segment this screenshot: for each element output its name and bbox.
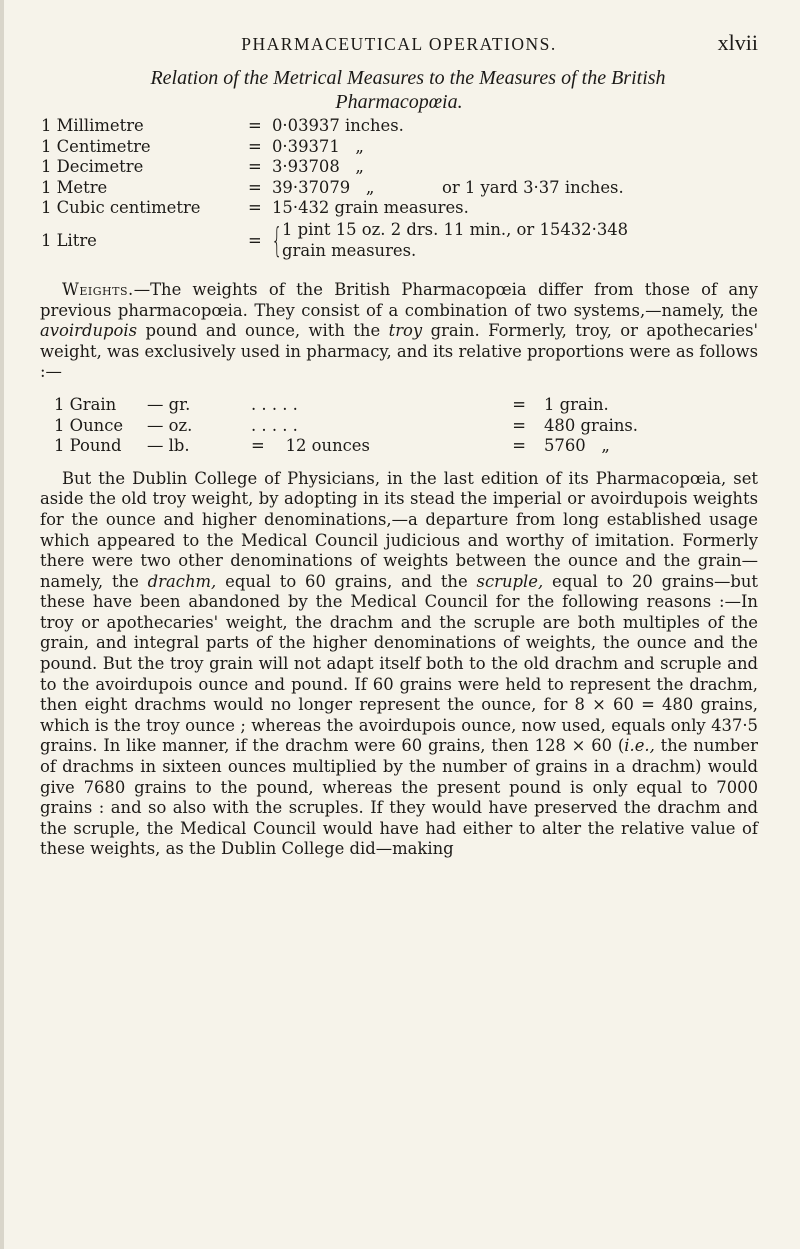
troy-middle: = 12 ounces	[251, 436, 370, 456]
troy-unit: 1 Pound	[54, 436, 122, 456]
metrical-unit: 1 Decimetre	[41, 157, 144, 177]
metrical-value: 39·37079 „	[272, 177, 375, 197]
table-caption	[40, 66, 758, 114]
weights-heading: Weights.	[62, 279, 134, 299]
equals-sign: =	[512, 436, 526, 456]
book-page	[40, 14, 758, 860]
troy-abbrev: — lb.	[147, 436, 190, 456]
equals-sign: =	[512, 394, 526, 414]
troy-middle: . . . . .	[251, 415, 298, 435]
metrical-extra	[469, 198, 758, 219]
troy-unit: 1 Ounce	[54, 415, 124, 435]
text-run: the number of drachms in sixteen ounces multiplied by the number of grains in a drachm) would give 7680 grains to the pound, whereas the present pound is only equal to 7000 grains : and so also with the scruples. If they would have preserved the drachm and the scruple, the Medical Council would have had either to alter the relative value of these weights, as the Dublin College did—making	[40, 736, 758, 859]
equals-sign: =	[248, 198, 262, 218]
metrical-row	[40, 198, 758, 219]
text-run-italic: drachm,	[147, 571, 217, 591]
troy-row	[40, 416, 758, 437]
troy-abbrev: — oz.	[147, 415, 193, 435]
metrical-row	[40, 178, 758, 199]
metrical-unit: 1 Millimetre	[41, 116, 144, 135]
metrical-value: 0·39371 „	[272, 136, 364, 156]
metrical-extra	[442, 116, 758, 137]
metrical-unit: 1 Metre	[41, 177, 108, 197]
text-run-italic: i.e.,	[624, 736, 655, 756]
metrical-extra	[442, 157, 758, 178]
text-run: grain. Formerly, troy, or apothecaries' weight, was exclusively used in pharmacy, and its relative proportions were as follows :—	[40, 321, 759, 382]
weights-paragraph	[40, 280, 758, 383]
litre-value-line-1: 1 pint 15 oz. 2 drs. 11 min., or 15432·348	[282, 220, 629, 240]
metrical-value: 15·432 grain measures.	[272, 198, 469, 218]
metrical-row	[40, 116, 758, 137]
dublin-paragraph	[40, 469, 758, 860]
metrical-value: 0·03937 inches.	[272, 116, 404, 135]
metrical-extra: or 1 yard 3·37 inches.	[442, 177, 624, 197]
troy-abbrev: — gr.	[147, 394, 191, 414]
text-run: equal to 60 grains, and the	[216, 571, 477, 591]
equals-sign: =	[248, 230, 262, 250]
text-run-italic: troy	[388, 321, 423, 341]
equals-sign: =	[512, 415, 526, 435]
brace-glyph: {	[271, 220, 283, 261]
text-run-italic: avoirdupois	[40, 321, 138, 341]
caption-line-2: Pharmacopœia.	[335, 91, 463, 113]
troy-unit: 1 Grain	[54, 394, 117, 414]
troy-value: 1 grain.	[544, 394, 609, 414]
metrical-unit: 1 Litre	[41, 230, 97, 250]
troy-weight-table	[40, 395, 758, 457]
metrical-row-litre	[40, 219, 758, 263]
running-head-title: PHARMACEUTICAL OPERATIONS.	[241, 34, 557, 54]
troy-row	[40, 436, 758, 457]
text-run-italic: scruple,	[476, 571, 544, 591]
caption-line-1: Relation of the Metrical Measures to the Measures of the British	[150, 67, 666, 89]
troy-middle: . . . . .	[251, 394, 298, 414]
metrical-value: 3·93708 „	[272, 157, 364, 177]
equals-sign: =	[248, 116, 262, 135]
troy-value: 5760 „	[544, 436, 610, 456]
troy-value: 480 grains.	[544, 415, 639, 435]
troy-row	[40, 395, 758, 416]
page-edge	[0, 0, 4, 1249]
litre-value	[282, 220, 628, 261]
metrical-table	[40, 116, 758, 263]
page-number: xlvii	[717, 30, 758, 55]
equals-sign: =	[248, 177, 262, 197]
metrical-unit: 1 Cubic centimetre	[41, 198, 201, 218]
text-run: equal to 20 grains—but these have been abandoned by the Medical Council for the following reasons :—In troy or apothecaries' weight, the drachm and the scruple are both multiples of the grain, and integral parts of the higher denominations of weights, the ounce and the pound. But the troy grain will not adapt itself both to the old drachm and scruple and to the avoirdupois ounce and pound. If 60 grains were held to represent the drachm, then eight drachms would no longer represent the ounce, for 8 × 60 = 480 grains, which is the troy ounce ; whereas the avoirdupois ounce, now used, equals only 437·5 grains. In like manner, if the drachm were 60 grains, then 128 × 60 (	[40, 571, 759, 756]
text-run: pound and ounce, with the	[137, 321, 389, 341]
equals-sign: =	[248, 157, 262, 177]
running-head	[40, 14, 758, 55]
equals-sign: =	[248, 136, 262, 156]
metrical-row	[40, 137, 758, 158]
text-run: But the Dublin College of Physicians, in the last edition of its Pharmacopœia, set aside the old troy weight, by adopting in its stead the imperial or avoirdupois weights for the ounce and higher denominations,—a departure from long established usage which appeared to the Medical Council judicious and worthy of imitation. Formerly there were two other denominations of weights between the ounce and the grain—namely, the	[40, 468, 758, 591]
metrical-extra	[442, 137, 758, 158]
litre-value-line-2: grain measures.	[282, 240, 417, 260]
text-run: —The weights of the British Pharmacopœia differ from those of any previous pharmacopœia. They consist of a combination of two systems,—namely, the	[40, 279, 758, 320]
metrical-unit: 1 Centimetre	[41, 136, 151, 156]
metrical-row	[40, 157, 758, 178]
